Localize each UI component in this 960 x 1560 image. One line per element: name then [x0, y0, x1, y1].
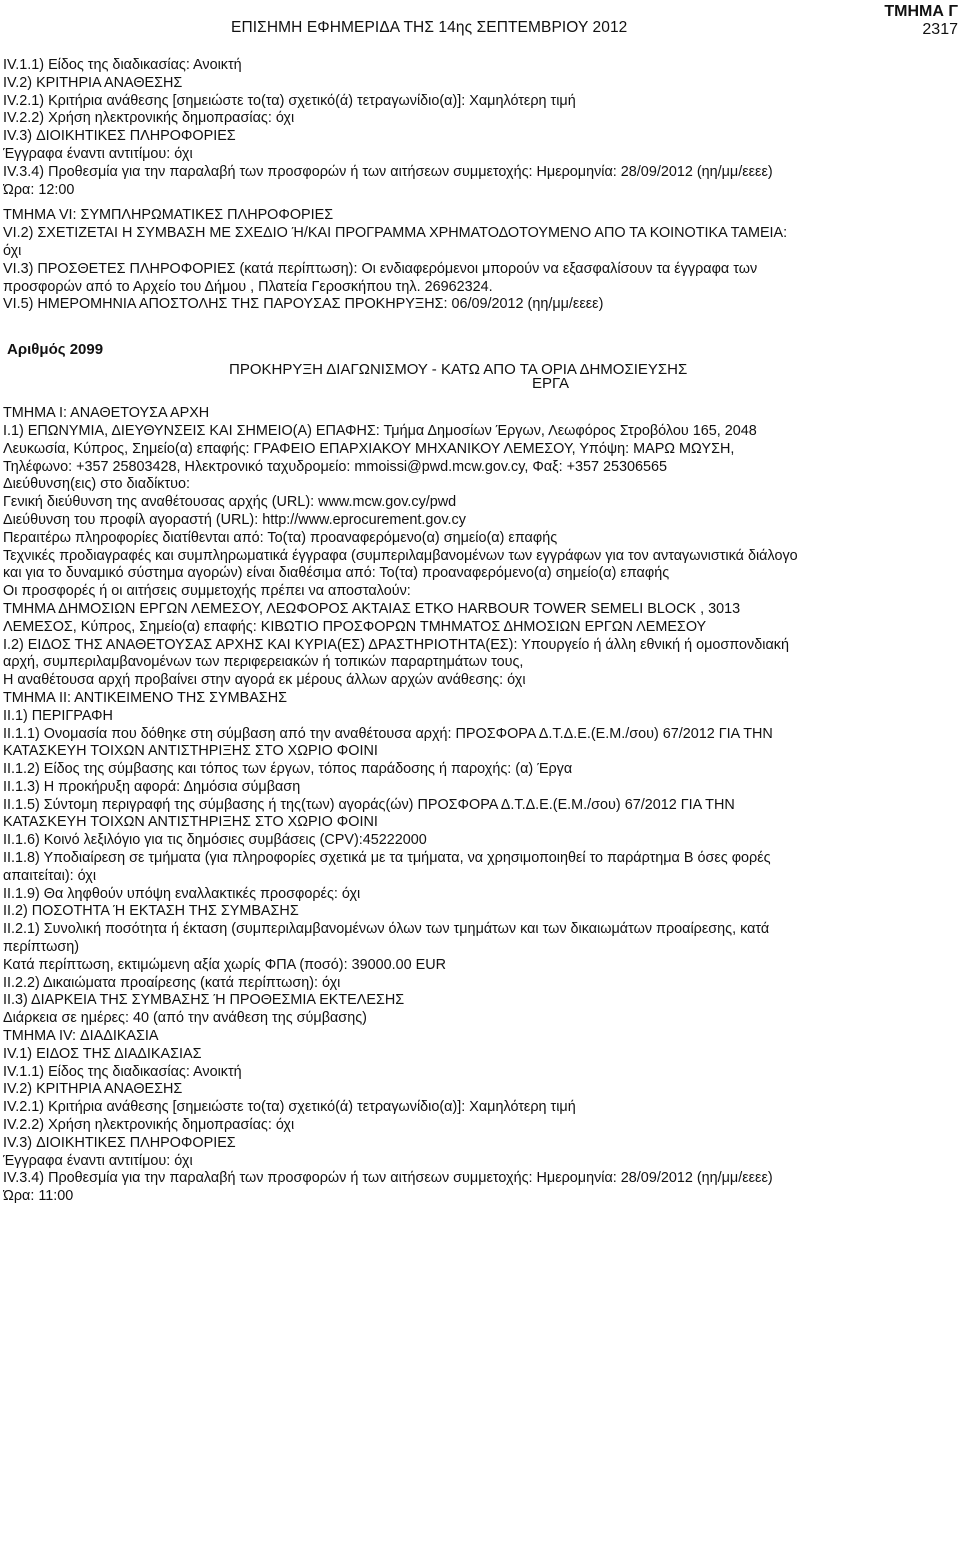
text-line: Έγγραφα έναντι αντιτίμου: όχι — [3, 145, 193, 162]
page-header — [0, 0, 960, 40]
text-line: Τηλέφωνο: +357 25803428, Ηλεκτρονικό ταχυδρομείο: mmoissi@pwd.mcw.gov.cy, Φαξ: +357 25306565 — [3, 458, 668, 475]
document-body — [3, 57, 958, 1206]
section-label: ΤΜΗΜΑ Γ — [884, 3, 958, 20]
text-line: και για το δυναμικό σύστημα αγορών) είναι διαθέσιμα από: Το(τα) προαναφερόμενο(α) σημείο(α) επαφής — [3, 565, 670, 582]
text-line: όχι — [3, 242, 22, 259]
text-line: Ώρα: 12:00 — [3, 181, 75, 198]
text-line: ΙΙ.1.5) Σύντομη περιγραφή της σύμβασης ή της(των) αγοράς(ών) ΠΡΟΣΦΟΡΑ Δ.Τ.Δ.Ε.(Ε.Μ./σου) 67/2012 ΓΙΑ ΤΗΝ — [3, 796, 735, 813]
text-line: ΚΑΤΑΣΚΕΥΗ ΤΟΙΧΩΝ ΑΝΤΙΣΤΗΡΙΞΗΣ ΣΤΟ ΧΩΡΙΟ ΦΟΙΝΙ — [3, 814, 378, 831]
notice-heading — [3, 339, 958, 379]
text-line: Διεύθυνση(εις) στο διαδίκτυο: — [3, 476, 191, 493]
section-heading: ΤΜΗΜΑ Ι: ΑΝΑΘΕΤΟΥΣΑ ΑΡΧΗ — [3, 405, 210, 422]
gazette-title: ΕΠΙΣΗΜΗ ΕΦΗΜΕΡΙΔΑ ΤΗΣ 14ης ΣΕΠΤΕΜΒΡΙΟΥ 2012 — [231, 19, 628, 36]
text-line: Ι.2) ΕΙΔΟΣ ΤΗΣ ΑΝΑΘΕΤΟΥΣΑΣ ΑΡΧΗΣ ΚΑΙ ΚΥΡΙΑ(ΕΣ) ΔΡΑΣΤΗΡΙΟΤΗΤΑ(ΕΣ): Υπουργείο ή άλλη εθνική ή ομοσπονδιακή — [3, 636, 789, 653]
section-heading: ΤΜΗΜΑ ΙΙ: ΑΝΤΙΚΕΙΜΕΝΟ ΤΗΣ ΣΥΜΒΑΣΗΣ — [3, 689, 287, 706]
text-line: ΙΙ.3) ΔΙΑΡΚΕΙΑ ΤΗΣ ΣΥΜΒΑΣΗΣ Ή ΠΡΟΘΕΣΜΙΑ ΕΚΤΕΛΕΣΗΣ — [3, 992, 405, 1009]
text-line: Ι.1) ΕΠΩΝΥΜΙΑ, ΔΙΕΥΘΥΝΣΕΙΣ ΚΑΙ ΣΗΜΕΙΟ(Α) ΕΠΑΦΗΣ: Τμήμα Δημοσίων Έργων, Λεωφόρος Στροβόλου 165, 2048 — [3, 422, 757, 439]
text-line: IV.3.4) Προθεσμία για την παραλαβή των προσφορών ή των αιτήσεων συμμετοχής: Ημερομηνία: 28/09/2012 (ηη/μμ/εεεε) — [3, 1170, 773, 1187]
text-line: ΙΙ.2) ΠΟΣΟΤΗΤΑ Ή ΕΚΤΑΣΗ ΤΗΣ ΣΥΜΒΑΣΗΣ — [3, 903, 299, 920]
text-line: ΙΙ.1.6) Κοινό λεξιλόγιο για τις δημόσιες συμβάσεις (CPV):45222000 — [3, 832, 427, 849]
text-line: IV.2.1) Κριτήρια ανάθεσης [σημειώστε το(τα) σχετικό(ά) τετραγωνίδιο(α)]: Χαμηλότερη τιμή — [3, 92, 576, 109]
page-number: 2317 — [922, 21, 958, 38]
text-line: προσφορών από το Αρχείο του Δήμου , Πλατεία Γεροσκήπου τηλ. 26962324. — [3, 278, 493, 295]
text-line: ΙΙ.1.3) Η προκήρυξη αφορά: Δημόσια σύμβαση — [3, 778, 301, 795]
text-line: ΙΙ.2.2) Δικαιώματα προαίρεσης (κατά περίπτωση): όχι — [3, 974, 341, 991]
text-line: Η αναθέτουσα αρχή προβαίνει στην αγορά εκ μέρους άλλων αρχών ανάθεσης: όχι — [3, 672, 526, 689]
text-line: ΙΙ.1) ΠΕΡΙΓΡΑΦΗ — [3, 707, 113, 724]
notice-title: ΠΡΟΚΗΡΥΞΗ ΔΙΑΓΩΝΙΣΜΟΥ - ΚΑΤΩ ΑΠΟ ΤΑ ΟΡΙΑ ΔΗΜΟΣΙΕΥΣΗΣ — [229, 361, 688, 379]
text-line: ΙΙ.1.1) Ονομασία που δόθηκε στη σύμβαση από την αναθέτουσα αρχή: ΠΡΟΣΦΟΡΑ Δ.Τ.Δ.Ε.(Ε.Μ./σου) 67/2012 ΓΙΑ ΤΗΝ — [3, 725, 773, 742]
section-heading: ΤΜΗΜΑ VI: ΣΥΜΠΛΗΡΩΜΑΤΙΚΕΣ ΠΛΗΡΟΦΟΡΙΕΣ — [3, 207, 334, 224]
text-line: IV.2.1) Κριτήρια ανάθεσης [σημειώστε το(τα) σχετικό(ά) τετραγωνίδιο(α)]: Χαμηλότερη τιμή — [3, 1099, 576, 1116]
text-line: IV.2.2) Χρήση ηλεκτρονικής δημοπρασίας: όχι — [3, 1117, 295, 1134]
text-line: ΙΙ.1.9) Θα ληφθούν υπόψη εναλλακτικές προσφορές: όχι — [3, 885, 361, 902]
text-line: ΚΑΤΑΣΚΕΥΗ ΤΟΙΧΩΝ ΑΝΤΙΣΤΗΡΙΞΗΣ ΣΤΟ ΧΩΡΙΟ ΦΟΙΝΙ — [3, 743, 378, 760]
text-line: IV.2) ΚΡΙΤΗΡΙΑ ΑΝΑΘΕΣΗΣ — [3, 1081, 183, 1098]
text-line: Ώρα: 11:00 — [3, 1188, 74, 1205]
text-line: Κατά περίπτωση, εκτιμώμενη αξία χωρίς ΦΠΑ (ποσό): 39000.00 EUR — [3, 956, 446, 973]
text-line: Έγγραφα έναντι αντιτίμου: όχι — [3, 1152, 193, 1169]
text-line: VI.3) ΠΡΟΣΘΕΤΕΣ ΠΛΗΡΟΦΟΡΙΕΣ (κατά περίπτωση): Οι ενδιαφερόμενοι μπορούν να εξασφαλίσουν τα έγγραφα των — [3, 260, 758, 277]
text-line: IV.3) ΔΙΟΙΚΗΤΙΚΕΣ ΠΛΗΡΟΦΟΡΙΕΣ — [3, 128, 236, 145]
text-line: ΛΕΜΕΣΟΣ, Κύπρος, Σημείο(α) επαφής: ΚΙΒΩΤΙΟ ΠΡΟΣΦΟΡΩΝ ΤΜΗΜΑΤΟΣ ΔΗΜΟΣΙΩΝ ΕΡΓΩΝ ΛΕΜΕΣΟΥ — [3, 618, 707, 635]
text-line: ΙΙ.2.1) Συνολική ποσότητα ή έκταση (συμπεριλαμβανομένων όλων των τμημάτων και των δικαιωμάτων προαίρεσης, κατά — [3, 921, 770, 938]
text-line: IV.2.2) Χρήση ηλεκτρονικής δημοπρασίας: όχι — [3, 110, 295, 127]
text-line: Λευκωσία, Κύπρος, Σημείο(α) επαφής: ΓΡΑΦΕΙΟ ΕΠΑΡΧΙΑΚΟΥ ΜΗΧΑΝΙΚΟΥ ΛΕΜΕΣΟΥ, Υπόψη: ΜΑΡΩ ΜΩΥΣΗ, — [3, 440, 735, 457]
text-line: Τεχνικές προδιαγραφές και συμπληρωματικά έγγραφα (συμπεριλαμβανομένων των εγγράφων για τον ανταγωνιστικά διάλογο — [3, 547, 798, 564]
notice-number: Αριθμός 2099 — [7, 341, 104, 359]
text-line: Περαιτέρω πληροφορίες διατίθενται από: Το(τα) προαναφερόμενο(α) σημείο(α) επαφής — [3, 529, 558, 546]
text-line: IV.2) ΚΡΙΤΗΡΙΑ ΑΝΑΘΕΣΗΣ — [3, 74, 183, 91]
notice-subtitle: ΕΡΓΑ — [532, 375, 569, 393]
text-line: Οι προσφορές ή οι αιτήσεις συμμετοχής πρέπει να αποσταλούν: — [3, 583, 411, 600]
text-line: ΙΙ.1.8) Υποδιαίρεση σε τμήματα (για πληροφορίες σχετικά με τα τμήματα, να χρησιμοποιηθεί το παράρτημα Β όσες φορές — [3, 850, 771, 867]
notice-content — [3, 405, 958, 1206]
text-line: VI.5) ΗΜΕΡΟΜΗΝΙΑ ΑΠΟΣΤΟΛΗΣ ΤΗΣ ΠΑΡΟΥΣΑΣ ΠΡΟΚΗΡΥΞΗΣ: 06/09/2012 (ηη/μμ/εεεε) — [3, 296, 604, 313]
text-line: IV.1.1) Είδος της διαδικασίας: Ανοικτή — [3, 57, 242, 73]
text-line: Διάρκεια σε ημέρες: 40 (από την ανάθεση της σύμβασης) — [3, 1010, 367, 1027]
text-line: ΤΜΗΜΑ ΔΗΜΟΣΙΩΝ ΕΡΓΩΝ ΛΕΜΕΣΟΥ, ΛΕΩΦΟΡΟΣ ΑΚΤΑΙΑΣ ΕΤΚΟ HARBOUR TOWER SEMELI BLOCK , 3013 — [3, 600, 741, 617]
text-line: VI.2) ΣΧΕΤΙΖΕΤΑΙ Η ΣΥΜΒΑΣΗ ΜΕ ΣΧΕΔΙΟ Ή/ΚΑΙ ΠΡΟΓΡΑΜΜΑ ΧΡΗΜΑΤΟΔΟΤΟΥΜΕΝΟ ΑΠΟ ΤΑ ΚΟΙΝΟΤΙΚΑ ΤΑΜΕΙΑ: — [3, 225, 788, 242]
text-line: αρχή, συμπεριλαμβανομένων των περιφερειακών ή τοπικών παραρτημάτων τους, — [3, 654, 524, 671]
section-heading: ΤΜΗΜΑ IV: ΔΙΑΔΙΚΑΣΙΑ — [3, 1028, 159, 1045]
text-line: IV.1.1) Είδος της διαδικασίας: Ανοικτή — [3, 1063, 242, 1080]
text-line: περίπτωση) — [3, 939, 80, 956]
text-line: ΙΙ.1.2) Είδος της σύμβασης και τόπος των έργων, τόπος παράδοσης ή παροχής: (α) Έργα — [3, 761, 573, 778]
text-line: απαιτείται): όχι — [3, 867, 97, 884]
text-line: IV.1) ΕΙΔΟΣ ΤΗΣ ΔΙΑΔΙΚΑΣΙΑΣ — [3, 1045, 202, 1062]
text-line: IV.3) ΔΙΟΙΚΗΤΙΚΕΣ ΠΛΗΡΟΦΟΡΙΕΣ — [3, 1134, 236, 1151]
previous-notice-tail — [3, 57, 958, 314]
text-line: Γενική διεύθυνση της αναθέτουσας αρχής (URL): www.mcw.gov.cy/pwd — [3, 494, 457, 511]
text-line: IV.3.4) Προθεσμία για την παραλαβή των προσφορών ή των αιτήσεων συμμετοχής: Ημερομηνία: 28/09/2012 (ηη/μμ/εεεε) — [3, 163, 773, 180]
text-line: Διεύθυνση του προφίλ αγοραστή (URL): http://www.eprocurement.gov.cy — [3, 511, 466, 528]
